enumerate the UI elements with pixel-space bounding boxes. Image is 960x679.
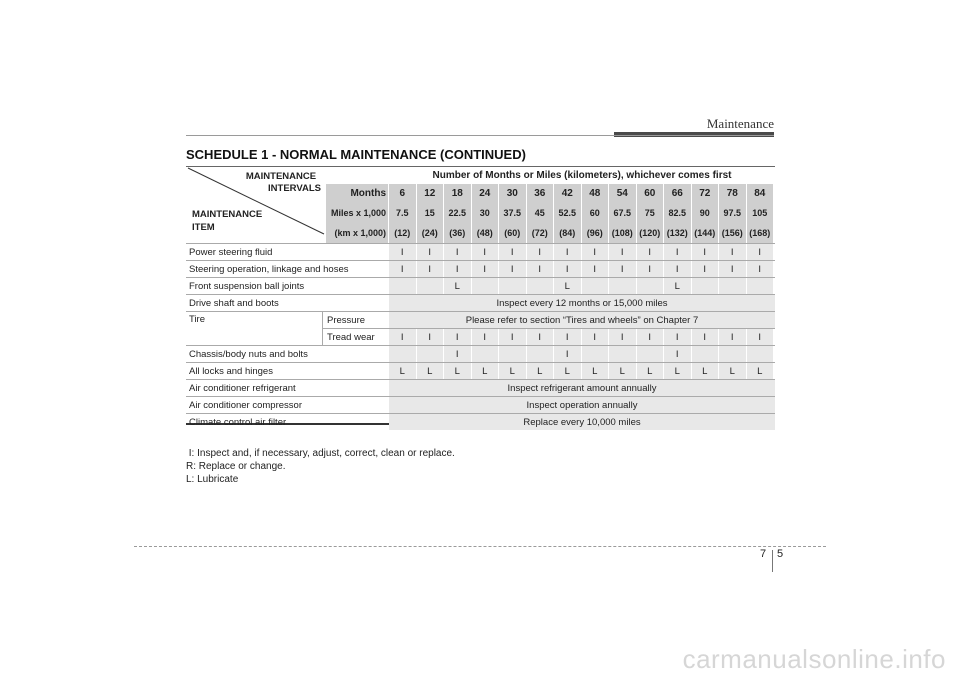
span-note: Inspect every 12 months or 15,000 miles	[389, 295, 775, 311]
interval-cell: I	[472, 244, 500, 260]
maintenance-table	[186, 166, 775, 428]
interval-cell: I	[637, 329, 665, 345]
interval-cell: L	[719, 363, 747, 379]
item-label: All locks and hinges	[189, 365, 273, 377]
interval-cell: I	[444, 346, 472, 362]
interval-cell	[527, 278, 555, 294]
interval-cell	[609, 346, 637, 362]
interval-cell	[417, 278, 445, 294]
header-rule	[186, 135, 774, 136]
interval-cell: I	[389, 244, 417, 260]
km-cell: (132)	[664, 223, 692, 243]
months-cell: 30	[499, 184, 527, 203]
interval-cell	[389, 278, 417, 294]
months-cell: 12	[417, 184, 445, 203]
sub-label: Tread wear	[322, 329, 389, 345]
interval-cell: I	[664, 329, 692, 345]
interval-cell: L	[664, 363, 692, 379]
km-cell: (36)	[444, 223, 472, 243]
interval-cell: L	[554, 278, 582, 294]
interval-cell: I	[417, 261, 445, 277]
interval-cell: L	[444, 363, 472, 379]
item-label: Chassis/body nuts and bolts	[189, 348, 308, 360]
interval-cell: I	[664, 346, 692, 362]
span-note: Inspect refrigerant amount annually	[389, 380, 775, 396]
interval-cell: L	[554, 363, 582, 379]
miles-cell: 60	[582, 203, 610, 223]
interval-cell: I	[472, 261, 500, 277]
chapter-number: 7	[760, 548, 767, 560]
km-cell: (12)	[389, 223, 417, 243]
interval-cell	[719, 346, 747, 362]
km-cell: (60)	[499, 223, 527, 243]
months-cell: 48	[582, 184, 610, 203]
months-cell: 6	[389, 184, 417, 203]
corner-intervals-line1: MAINTENANCE	[245, 170, 317, 182]
item-label: Drive shaft and boots	[189, 297, 279, 309]
interval-cell: I	[444, 244, 472, 260]
legend-replace: R: Replace or change.	[186, 461, 286, 472]
interval-cell: I	[417, 329, 445, 345]
interval-cell: I	[389, 261, 417, 277]
months-cell: 36	[527, 184, 555, 203]
interval-cell: I	[499, 329, 527, 345]
item-label: Front suspension ball joints	[189, 280, 305, 292]
interval-cell: I	[554, 346, 582, 362]
interval-cell: I	[554, 261, 582, 277]
interval-cell: L	[664, 278, 692, 294]
km-cell: (72)	[527, 223, 555, 243]
interval-cell: I	[527, 329, 555, 345]
legend-lubricate: L: Lubricate	[186, 474, 239, 485]
interval-cell: I	[582, 261, 610, 277]
interval-cell: I	[527, 261, 555, 277]
span-note: Replace every 10,000 miles	[389, 414, 775, 430]
interval-cell: L	[527, 363, 555, 379]
intervals-title: Number of Months or Miles (kilometers), whichever comes first	[432, 170, 732, 181]
interval-cell: I	[527, 244, 555, 260]
miles-cell: 7.5	[389, 203, 417, 223]
corner-intervals-line2: INTERVALS	[268, 182, 321, 194]
interval-cell	[692, 346, 720, 362]
corner-item-line1: MAINTENANCE	[192, 208, 263, 220]
interval-cell: I	[389, 329, 417, 345]
interval-cell	[609, 278, 637, 294]
interval-cell: I	[472, 329, 500, 345]
item-label: Power steering fluid	[189, 246, 273, 258]
months-cell: 66	[664, 184, 692, 203]
interval-cell	[747, 278, 775, 294]
months-cell: 18	[444, 184, 472, 203]
interval-cell	[637, 278, 665, 294]
interval-cell: L	[582, 363, 610, 379]
km-cell: (144)	[692, 223, 720, 243]
interval-cell	[527, 346, 555, 362]
interval-cell: I	[637, 261, 665, 277]
km-cell: (96)	[582, 223, 610, 243]
interval-cell: I	[692, 244, 720, 260]
interval-cell: I	[609, 261, 637, 277]
footer-separator	[772, 550, 773, 572]
km-cell: (84)	[554, 223, 582, 243]
miles-cell: 75	[637, 203, 665, 223]
section-title: Maintenance	[706, 116, 774, 131]
interval-cell: I	[747, 261, 775, 277]
interval-cell: L	[747, 363, 775, 379]
months-cell: 60	[637, 184, 665, 203]
item-label: Air conditioner compressor	[189, 399, 302, 411]
interval-cell: I	[554, 244, 582, 260]
interval-cell: L	[637, 363, 665, 379]
interval-cell	[637, 346, 665, 362]
item-label: Air conditioner refrigerant	[189, 382, 296, 394]
interval-cell: L	[444, 278, 472, 294]
interval-cell: I	[444, 329, 472, 345]
footer-rule	[134, 546, 826, 547]
miles-cell: 22.5	[444, 203, 472, 223]
months-cell: 84	[747, 184, 775, 203]
interval-cell: I	[747, 244, 775, 260]
interval-cell	[499, 278, 527, 294]
interval-cell: L	[472, 363, 500, 379]
interval-cell: I	[417, 244, 445, 260]
interval-cell: I	[582, 329, 610, 345]
months-cell: 54	[609, 184, 637, 203]
interval-cell	[472, 278, 500, 294]
miles-cell: 15	[417, 203, 445, 223]
interval-cell: L	[499, 363, 527, 379]
months-cell: 42	[554, 184, 582, 203]
interval-cell: L	[609, 363, 637, 379]
interval-cell	[692, 278, 720, 294]
interval-cell: I	[692, 329, 720, 345]
interval-cell: I	[609, 244, 637, 260]
interval-cell	[417, 346, 445, 362]
miles-cell: 90	[692, 203, 720, 223]
miles-cell: 67.5	[609, 203, 637, 223]
km-cell: (108)	[609, 223, 637, 243]
interval-cell: I	[719, 261, 747, 277]
km-label: (km x 1,000)	[326, 223, 389, 243]
legend-inspect: I: Inspect and, if necessary, adjust, correct, clean or replace.	[186, 448, 455, 459]
interval-cell: I	[499, 261, 527, 277]
legend	[186, 447, 455, 486]
miles-cell: 52.5	[554, 203, 582, 223]
interval-cell: I	[554, 329, 582, 345]
sub-label: Pressure	[322, 312, 389, 328]
months-cell: 72	[692, 184, 720, 203]
interval-cell: I	[609, 329, 637, 345]
miles-cell: 30	[472, 203, 500, 223]
km-cell: (24)	[417, 223, 445, 243]
interval-cell: L	[389, 363, 417, 379]
miles-cell: 45	[527, 203, 555, 223]
interval-cell: I	[747, 329, 775, 345]
interval-cell	[582, 346, 610, 362]
interval-cell	[472, 346, 500, 362]
interval-cell	[582, 278, 610, 294]
interval-cell: I	[499, 244, 527, 260]
watermark: carmanualsonline.info	[682, 644, 946, 674]
schedule-title: SCHEDULE 1 - NORMAL MAINTENANCE (CONTINUED)	[186, 147, 526, 162]
miles-cell: 97.5	[719, 203, 747, 223]
interval-cell: I	[444, 261, 472, 277]
interval-cell: I	[664, 261, 692, 277]
span-note: Inspect operation annually	[389, 397, 775, 413]
item-label: Tire	[189, 314, 206, 325]
interval-cell: L	[417, 363, 445, 379]
months-cell: 24	[472, 184, 500, 203]
interval-cell	[499, 346, 527, 362]
interval-cell: I	[719, 329, 747, 345]
item-label: Steering operation, linkage and hoses	[189, 263, 349, 275]
item-label: Climate control air filter	[189, 416, 287, 428]
miles-cell: 105	[747, 203, 775, 223]
interval-cell: I	[692, 261, 720, 277]
corner-item-line2: ITEM	[192, 221, 215, 233]
interval-cell: I	[582, 244, 610, 260]
miles-cell: 82.5	[664, 203, 692, 223]
miles-label: Miles x 1,000	[326, 203, 389, 223]
miles-cell: 37.5	[499, 203, 527, 223]
months-cell: 78	[719, 184, 747, 203]
interval-cell: L	[692, 363, 720, 379]
months-label: Months	[326, 184, 389, 203]
km-cell: (120)	[637, 223, 665, 243]
interval-cell	[747, 346, 775, 362]
page-number: 5	[777, 548, 784, 560]
km-cell: (48)	[472, 223, 500, 243]
interval-cell: I	[719, 244, 747, 260]
interval-cell: I	[637, 244, 665, 260]
km-cell: (168)	[747, 223, 775, 243]
span-note: Please refer to section “Tires and wheels” on Chapter 7	[389, 312, 775, 328]
interval-cell: I	[664, 244, 692, 260]
km-cell: (156)	[719, 223, 747, 243]
interval-cell	[389, 346, 417, 362]
interval-cell	[719, 278, 747, 294]
